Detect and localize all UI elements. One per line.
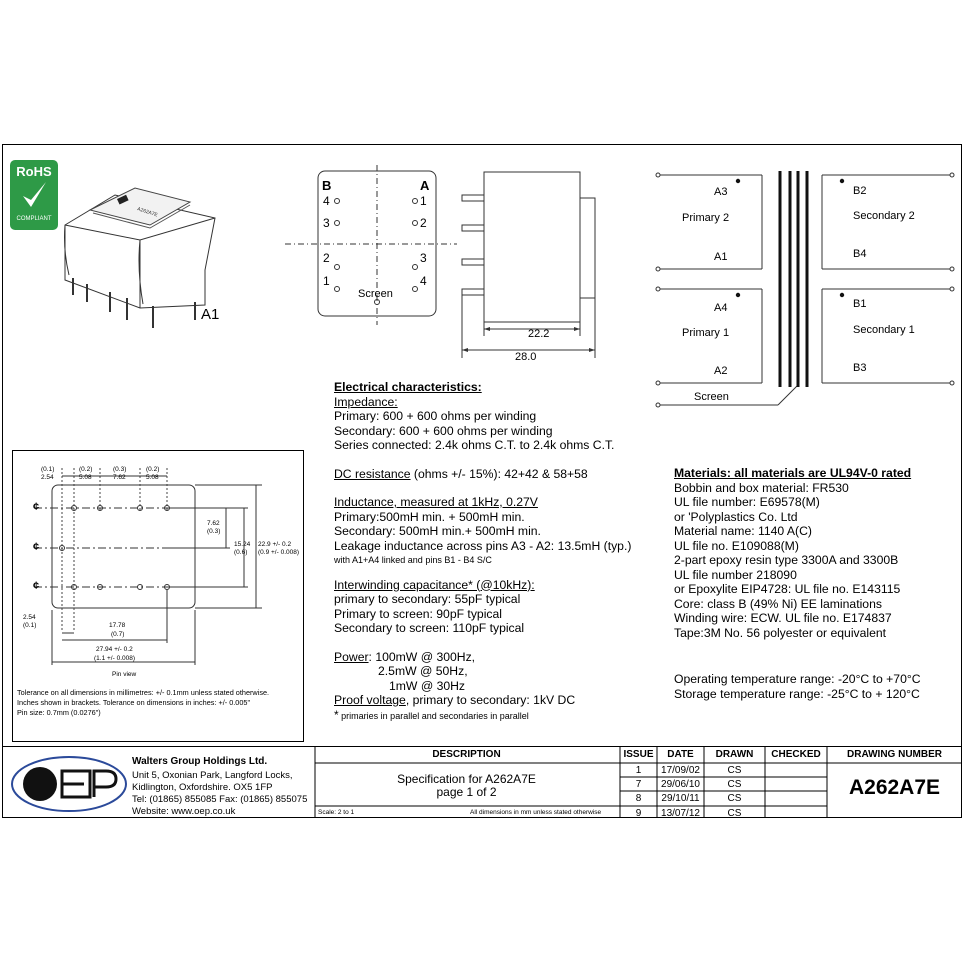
row-drawn: CS <box>727 765 742 776</box>
company-website: Website: www.oep.co.uk <box>132 806 236 817</box>
schematic-diagram <box>650 165 960 415</box>
material-line: or 'Polyplastics Co. Ltd <box>674 509 798 524</box>
row-drawn: CS <box>727 808 742 819</box>
material-line: UL file number: E69578(M) <box>674 495 820 509</box>
proof-head: Proof voltage <box>334 693 406 707</box>
col-issue: ISSUE <box>623 749 654 760</box>
pv-v2: (0.3) <box>207 528 221 535</box>
pv-d8: 5.08 <box>146 474 159 481</box>
row-date: 29/10/11 <box>661 793 700 804</box>
sch-a1: A1 <box>714 251 728 263</box>
footnote-text: primaries in parallel and secondaries in parallel <box>338 710 529 721</box>
pin-b4: 4 <box>323 194 330 208</box>
material-line: Tape:3M No. 56 polyester or equivalent <box>674 625 887 640</box>
material-line: 2-part epoxy resin type 3300A and 3300B <box>674 553 899 567</box>
sch-primary-2: Primary 2 <box>682 212 730 224</box>
product-label: A1 <box>201 306 220 323</box>
company-address: Kidlington, Oxfordshire. OX5 1FP <box>132 782 273 793</box>
dc-head: DC resistance <box>334 466 411 481</box>
proof-voltage <box>334 693 631 708</box>
row-issue: 1 <box>635 765 642 776</box>
col-date: DATE <box>667 749 694 760</box>
power-line: 2.5mW @ 50Hz, <box>378 664 468 678</box>
pv-v4: (0.6) <box>234 549 248 556</box>
sch-b3: B3 <box>853 362 867 374</box>
pv-h2: (0.1) <box>23 622 37 629</box>
sch-a4: A4 <box>714 302 728 314</box>
pinview-note-3: Pin size: 0.7mm (0.0276") <box>17 708 101 717</box>
sch-a3: A3 <box>714 186 728 198</box>
pv-h4: (0.7) <box>111 631 125 638</box>
pv-d2: 2.54 <box>41 474 54 481</box>
oep-logo <box>10 755 128 813</box>
dc-resistance <box>334 467 631 482</box>
drawing-number: A262A7E <box>848 776 941 799</box>
row-issue: 7 <box>635 779 642 790</box>
storage-temp: Storage temperature range: -25°C to + 120°C <box>674 686 920 701</box>
footnote-star: * <box>334 707 339 722</box>
dc-value: (ohms +/- 15%): 42+42 & 58+58 <box>410 466 588 481</box>
row-issue: 9 <box>635 808 642 819</box>
col-description: DESCRIPTION <box>432 749 501 760</box>
footnote <box>334 708 631 724</box>
sch-screen: Screen <box>694 391 729 403</box>
pv-h1: 2.54 <box>23 614 36 621</box>
pinview-caption: Pin view <box>112 671 137 678</box>
material-line: Core: class B (49% Ni) EE laminations <box>674 596 882 611</box>
pin-a1: 1 <box>420 194 427 208</box>
svg-text:A262A7E: A262A7E <box>136 206 159 219</box>
materials-heading: Materials: all materials are UL94V-0 rated <box>674 466 912 480</box>
sch-secondary-1: Secondary 1 <box>853 324 915 336</box>
sch-b4: B4 <box>853 248 867 260</box>
proof-value: , primary to secondary: 1kV DC <box>405 693 576 707</box>
pv-d7: (0.2) <box>146 466 160 473</box>
company-address: Unit 5, Oxonian Park, Langford Locks, <box>132 770 293 781</box>
row-date: 29/06/10 <box>661 779 700 790</box>
ec-heading: Electrical characteristics: <box>334 380 482 394</box>
pv-d6: 7.62 <box>113 474 126 481</box>
impedance-line: Secondary: 600 + 600 ohms per winding <box>334 423 553 438</box>
operating-temp: Operating temperature range: -20°C to +70°C <box>674 672 921 686</box>
col-drawn: DRAWN <box>715 749 754 760</box>
rohs-sub: COMPLIANT <box>16 216 52 222</box>
pv-d1: (0.1) <box>41 466 55 473</box>
inductance-line: Secondary: 500mH min.+ 500mH min. <box>334 524 541 538</box>
pinout-head-a: A <box>420 178 430 193</box>
check-icon <box>20 180 48 210</box>
description-line: page 1 of 2 <box>436 785 497 799</box>
inductance-note: with A1+A4 linked and pins B1 - B4 S/C <box>334 555 492 565</box>
company-phone: Tel: (01865) 855085 Fax: (01865) 855075 <box>132 794 308 805</box>
capacitance-heading: Interwinding capacitance* (@10kHz): <box>334 577 535 592</box>
inductance-line: Primary:500mH min. + 500mH min. <box>334 509 525 524</box>
sch-secondary-2: Secondary 2 <box>853 210 915 222</box>
power-value: : 100mW @ 300Hz, <box>368 649 476 664</box>
capacitance-line: primary to secondary: 55pF typical <box>334 592 521 606</box>
dims-note: All dimensions in mm unless stated otherwise <box>470 809 602 816</box>
sch-b2: B2 <box>853 185 867 197</box>
rohs-badge <box>10 160 58 230</box>
pin-b3: 3 <box>323 216 330 230</box>
row-date: 13/07/12 <box>661 808 700 819</box>
pv-d4: 5.08 <box>79 474 92 481</box>
material-line: Bobbin and box material: FR530 <box>674 480 849 495</box>
row-issue: 8 <box>635 793 642 804</box>
pinview-note-2: Inches shown in brackets. Tolerance on dimensions in inches: +/- 0.005" <box>17 698 251 707</box>
power-head: Power <box>334 649 369 664</box>
pv-v3: 15.24 <box>234 541 251 548</box>
pin-a3: 3 <box>420 251 427 265</box>
pinview-note-1: Tolerance on all dimensions in millimetres: +/- 0.1mm unless stated otherwise. <box>17 688 270 697</box>
pv-cl-3: ¢ <box>33 580 40 592</box>
pv-h5: 27.94 +/- 0.2 <box>96 646 133 653</box>
pv-d3: (0.2) <box>79 466 93 473</box>
sch-primary-1: Primary 1 <box>682 327 730 339</box>
capacitance-line: Primary to screen: 90pF typical <box>334 606 502 621</box>
sch-a2: A2 <box>714 365 728 377</box>
rohs-title: RoHS <box>16 164 52 179</box>
company-name: Walters Group Holdings Ltd. <box>132 756 268 767</box>
impedance-line: Series connected: 2.4k ohms C.T. to 2.4k ohms C.T. <box>334 438 615 452</box>
row-date: 17/09/02 <box>661 765 700 776</box>
material-line: Material name: 1140 A(C) <box>674 524 812 538</box>
capacitance-line: Secondary to screen: 110pF typical <box>334 621 525 635</box>
pinout-diagram <box>285 165 457 325</box>
col-drawing-number: DRAWING NUMBER <box>847 749 942 760</box>
pin-a4: 4 <box>420 274 427 288</box>
electrical-characteristics <box>334 380 631 723</box>
pv-v1: 7.62 <box>207 520 220 527</box>
inductance-line: Leakage inductance across pins A3 - A2: 13.5mH (typ.) <box>334 538 632 553</box>
dim-inner: 22.2 <box>528 328 550 340</box>
material-line: UL file number 218090 <box>674 567 797 582</box>
inductance-heading: Inductance, measured at 1kHz, 0.27V <box>334 495 538 509</box>
pinout-screen-label: Screen <box>358 288 393 300</box>
material-line: or Epoxylite EIP4728: UL file no. E143115 <box>674 582 901 596</box>
pin-b2: 2 <box>323 251 330 265</box>
sch-b1: B1 <box>853 298 867 310</box>
pv-h6: (1.1 +/- 0.008) <box>94 655 136 662</box>
pv-v5: 22.9 +/- 0.2 <box>258 541 292 548</box>
material-line: UL file no. E109088(M) <box>674 538 799 553</box>
pv-cl-2: ¢ <box>33 541 40 553</box>
material-line: Winding wire: ECW. UL file no. E174837 <box>674 611 892 625</box>
pv-cl-1: ¢ <box>33 501 40 513</box>
power-line: 1mW @ 30Hz <box>389 678 466 693</box>
row-drawn: CS <box>727 793 742 804</box>
product-sketch <box>55 180 225 340</box>
pin-b1: 1 <box>323 274 330 288</box>
pv-d5: (0.3) <box>113 466 127 473</box>
pinout-head-b: B <box>322 178 332 193</box>
impedance-heading: Impedance: <box>334 394 398 409</box>
pv-v6: (0.9 +/- 0.008) <box>258 549 300 556</box>
dim-outer: 28.0 <box>515 351 537 363</box>
row-drawn: CS <box>727 779 742 790</box>
power-line <box>334 650 631 665</box>
pv-h3: 17.78 <box>109 622 126 629</box>
col-checked: CHECKED <box>771 749 821 760</box>
impedance-line: Primary: 600 + 600 ohms per winding <box>334 409 537 423</box>
description-line: Specification for A262A7E <box>397 772 536 786</box>
materials <box>674 466 911 640</box>
temperature-ranges <box>674 672 921 701</box>
scale-note: Scale: 2 to 1 <box>318 809 355 816</box>
pin-a2: 2 <box>420 216 427 230</box>
